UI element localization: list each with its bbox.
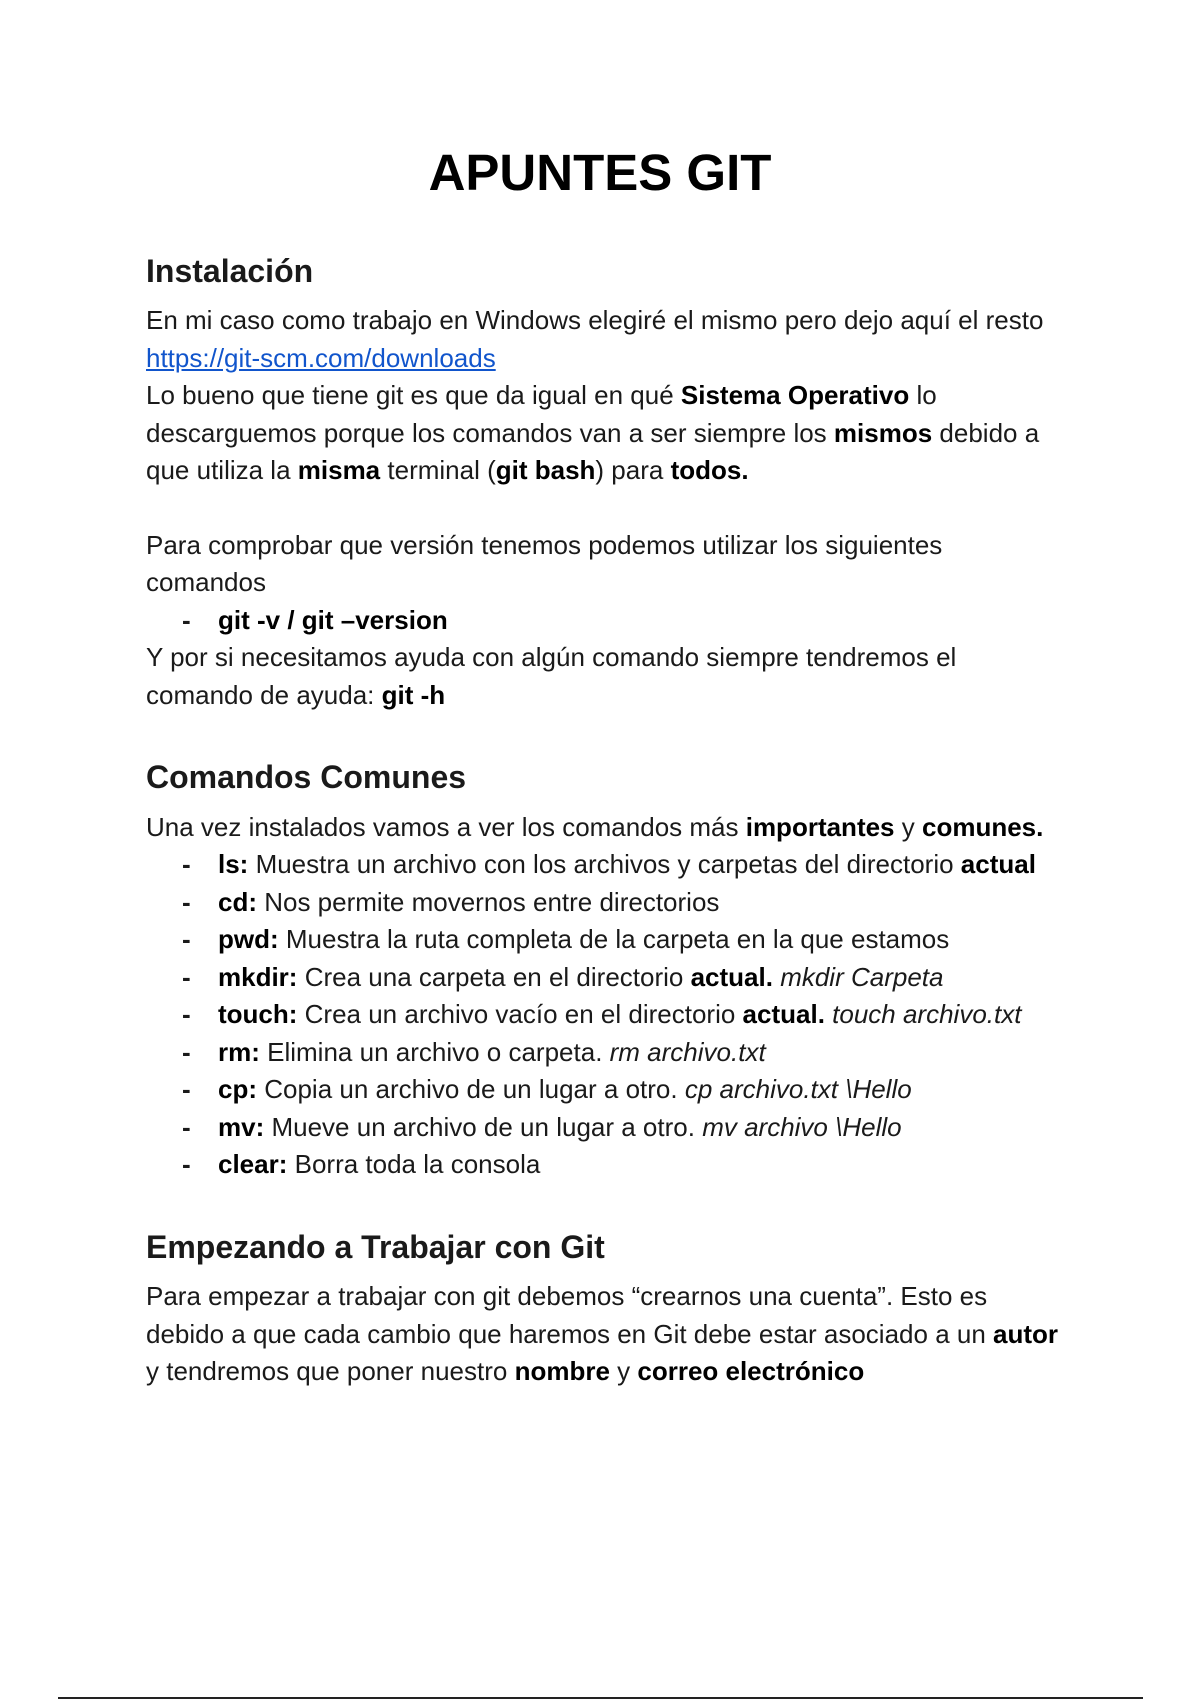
command-description: Copia un archivo de un lugar a otro. bbox=[257, 1074, 685, 1105]
text-span: ) para bbox=[595, 455, 671, 486]
dash-marker: - bbox=[182, 886, 191, 917]
command-example: mkdir Carpeta bbox=[772, 961, 944, 992]
text-span: lo descarguemos porque los comandos van a ser siempre los bbox=[146, 380, 937, 448]
command-description: Muestra un archivo con los archivos y carpetas del directorio bbox=[248, 849, 961, 880]
dash-marker: - bbox=[182, 924, 191, 955]
command-emphasis: actual. bbox=[690, 961, 773, 992]
bold-span: comunes. bbox=[921, 811, 1044, 842]
command-description: Crea un archivo vacío en el directorio bbox=[297, 999, 743, 1030]
command-example: cp archivo.txt \Hello bbox=[684, 1074, 912, 1105]
bold-span: importantes bbox=[745, 811, 895, 842]
command-name: mv: bbox=[218, 1111, 265, 1142]
command-description: Elimina un archivo o carpeta. bbox=[259, 1036, 610, 1067]
command-description: Mueve un archivo de un lugar a otro. bbox=[264, 1111, 703, 1142]
list-item bbox=[146, 846, 1066, 884]
list-item bbox=[146, 921, 1066, 959]
section-heading-installation: Instalación bbox=[146, 253, 314, 289]
page-bottom-rule bbox=[58, 1697, 1143, 1699]
text-span: terminal ( bbox=[380, 455, 496, 486]
bold-span: Sistema Operativo bbox=[680, 380, 910, 411]
document-body bbox=[146, 252, 1066, 1391]
bold-span: git bash bbox=[495, 455, 596, 486]
dash-marker: - bbox=[182, 961, 191, 992]
text-span: Y por si necesitamos ayuda con algún comando siempre tendremos el comando de ayuda: bbox=[146, 642, 957, 710]
dash-marker: - bbox=[182, 1111, 191, 1142]
text-span: Una vez instalados vamos a ver los comandos más bbox=[146, 811, 746, 842]
command-name: ls: bbox=[218, 849, 249, 880]
installation-paragraph-version: Para comprobar que versión tenemos podemos utilizar los siguientes comandos bbox=[146, 529, 943, 598]
command-example: touch archivo.txt bbox=[824, 999, 1022, 1030]
version-command: git -v / git –version bbox=[218, 604, 448, 635]
version-command-list bbox=[146, 602, 1066, 640]
text-span: y tendremos que poner nuestro bbox=[146, 1356, 515, 1387]
text-span: Para empezar a trabajar con git debemos “crearnos una cuenta”. Esto es debido a que cada cambio que haremos en Git debe estar asociado a un bbox=[146, 1281, 994, 1349]
section-gap bbox=[146, 714, 1066, 758]
bold-span: todos. bbox=[670, 455, 749, 486]
document-title: APUNTES GIT bbox=[428, 144, 772, 201]
list-item bbox=[146, 602, 1066, 640]
command-emphasis: actual. bbox=[742, 999, 825, 1030]
dash-marker: - bbox=[182, 604, 191, 635]
command-name: pwd: bbox=[218, 924, 279, 955]
list-item bbox=[146, 996, 1066, 1034]
bold-span: misma bbox=[297, 455, 381, 486]
start-paragraph bbox=[146, 1278, 1066, 1391]
section-heading-start: Empezando a Trabajar con Git bbox=[146, 1228, 605, 1265]
text-span: y bbox=[894, 811, 922, 842]
paragraph-gap bbox=[146, 490, 1066, 527]
command-name: touch: bbox=[218, 999, 298, 1030]
common-command-list bbox=[146, 846, 1066, 1184]
text-span: debido a que utiliza la bbox=[146, 417, 1040, 486]
downloads-link-line bbox=[146, 340, 1066, 378]
list-item bbox=[146, 1071, 1066, 1109]
bold-span: mismos bbox=[833, 417, 933, 448]
command-name: clear: bbox=[218, 1149, 288, 1180]
bold-span: nombre bbox=[514, 1356, 610, 1387]
installation-paragraph-help bbox=[146, 639, 1066, 714]
installation-paragraph-terminal bbox=[146, 377, 1066, 490]
list-item bbox=[146, 884, 1066, 922]
bold-span: correo electrónico bbox=[637, 1356, 865, 1387]
command-name: cp: bbox=[218, 1074, 257, 1105]
command-description: Muestra la ruta completa de la carpeta en la que estamos bbox=[278, 924, 950, 955]
list-item bbox=[146, 1146, 1066, 1184]
bold-span: autor bbox=[993, 1318, 1059, 1349]
dash-marker: - bbox=[182, 849, 191, 880]
command-emphasis: actual bbox=[960, 849, 1036, 880]
section-gap bbox=[146, 1184, 1066, 1228]
section-installation bbox=[146, 252, 1066, 714]
command-example: mv archivo \Hello bbox=[702, 1111, 902, 1142]
text-span: Lo bueno que tiene git es que da igual en qué bbox=[146, 380, 681, 411]
command-name: rm: bbox=[218, 1036, 260, 1067]
section-getting-started bbox=[146, 1228, 1066, 1391]
section-heading-common: Comandos Comunes bbox=[146, 759, 467, 796]
dash-marker: - bbox=[182, 1036, 191, 1067]
command-name: cd: bbox=[218, 886, 257, 917]
installation-paragraph-os: En mi caso como trabajo en Windows elegiré el mismo pero dejo aquí el resto bbox=[146, 305, 1044, 336]
help-command: git -h bbox=[381, 679, 446, 710]
dash-marker: - bbox=[182, 1149, 191, 1180]
list-item bbox=[146, 1109, 1066, 1147]
command-description: Crea una carpeta en el directorio bbox=[297, 961, 691, 992]
command-description: Borra toda la consola bbox=[287, 1149, 541, 1180]
dash-marker: - bbox=[182, 1074, 191, 1105]
text-span: y bbox=[609, 1356, 638, 1387]
command-description: Nos permite movernos entre directorios bbox=[257, 886, 720, 917]
dash-marker: - bbox=[182, 999, 191, 1030]
section-common-commands bbox=[146, 758, 1066, 1183]
common-intro-paragraph bbox=[146, 809, 1066, 847]
git-downloads-link[interactable]: https://git-scm.com/downloads bbox=[146, 342, 496, 373]
command-name: mkdir: bbox=[218, 961, 298, 992]
list-item bbox=[146, 959, 1066, 997]
command-example: rm archivo.txt bbox=[609, 1036, 766, 1067]
list-item bbox=[146, 1034, 1066, 1072]
